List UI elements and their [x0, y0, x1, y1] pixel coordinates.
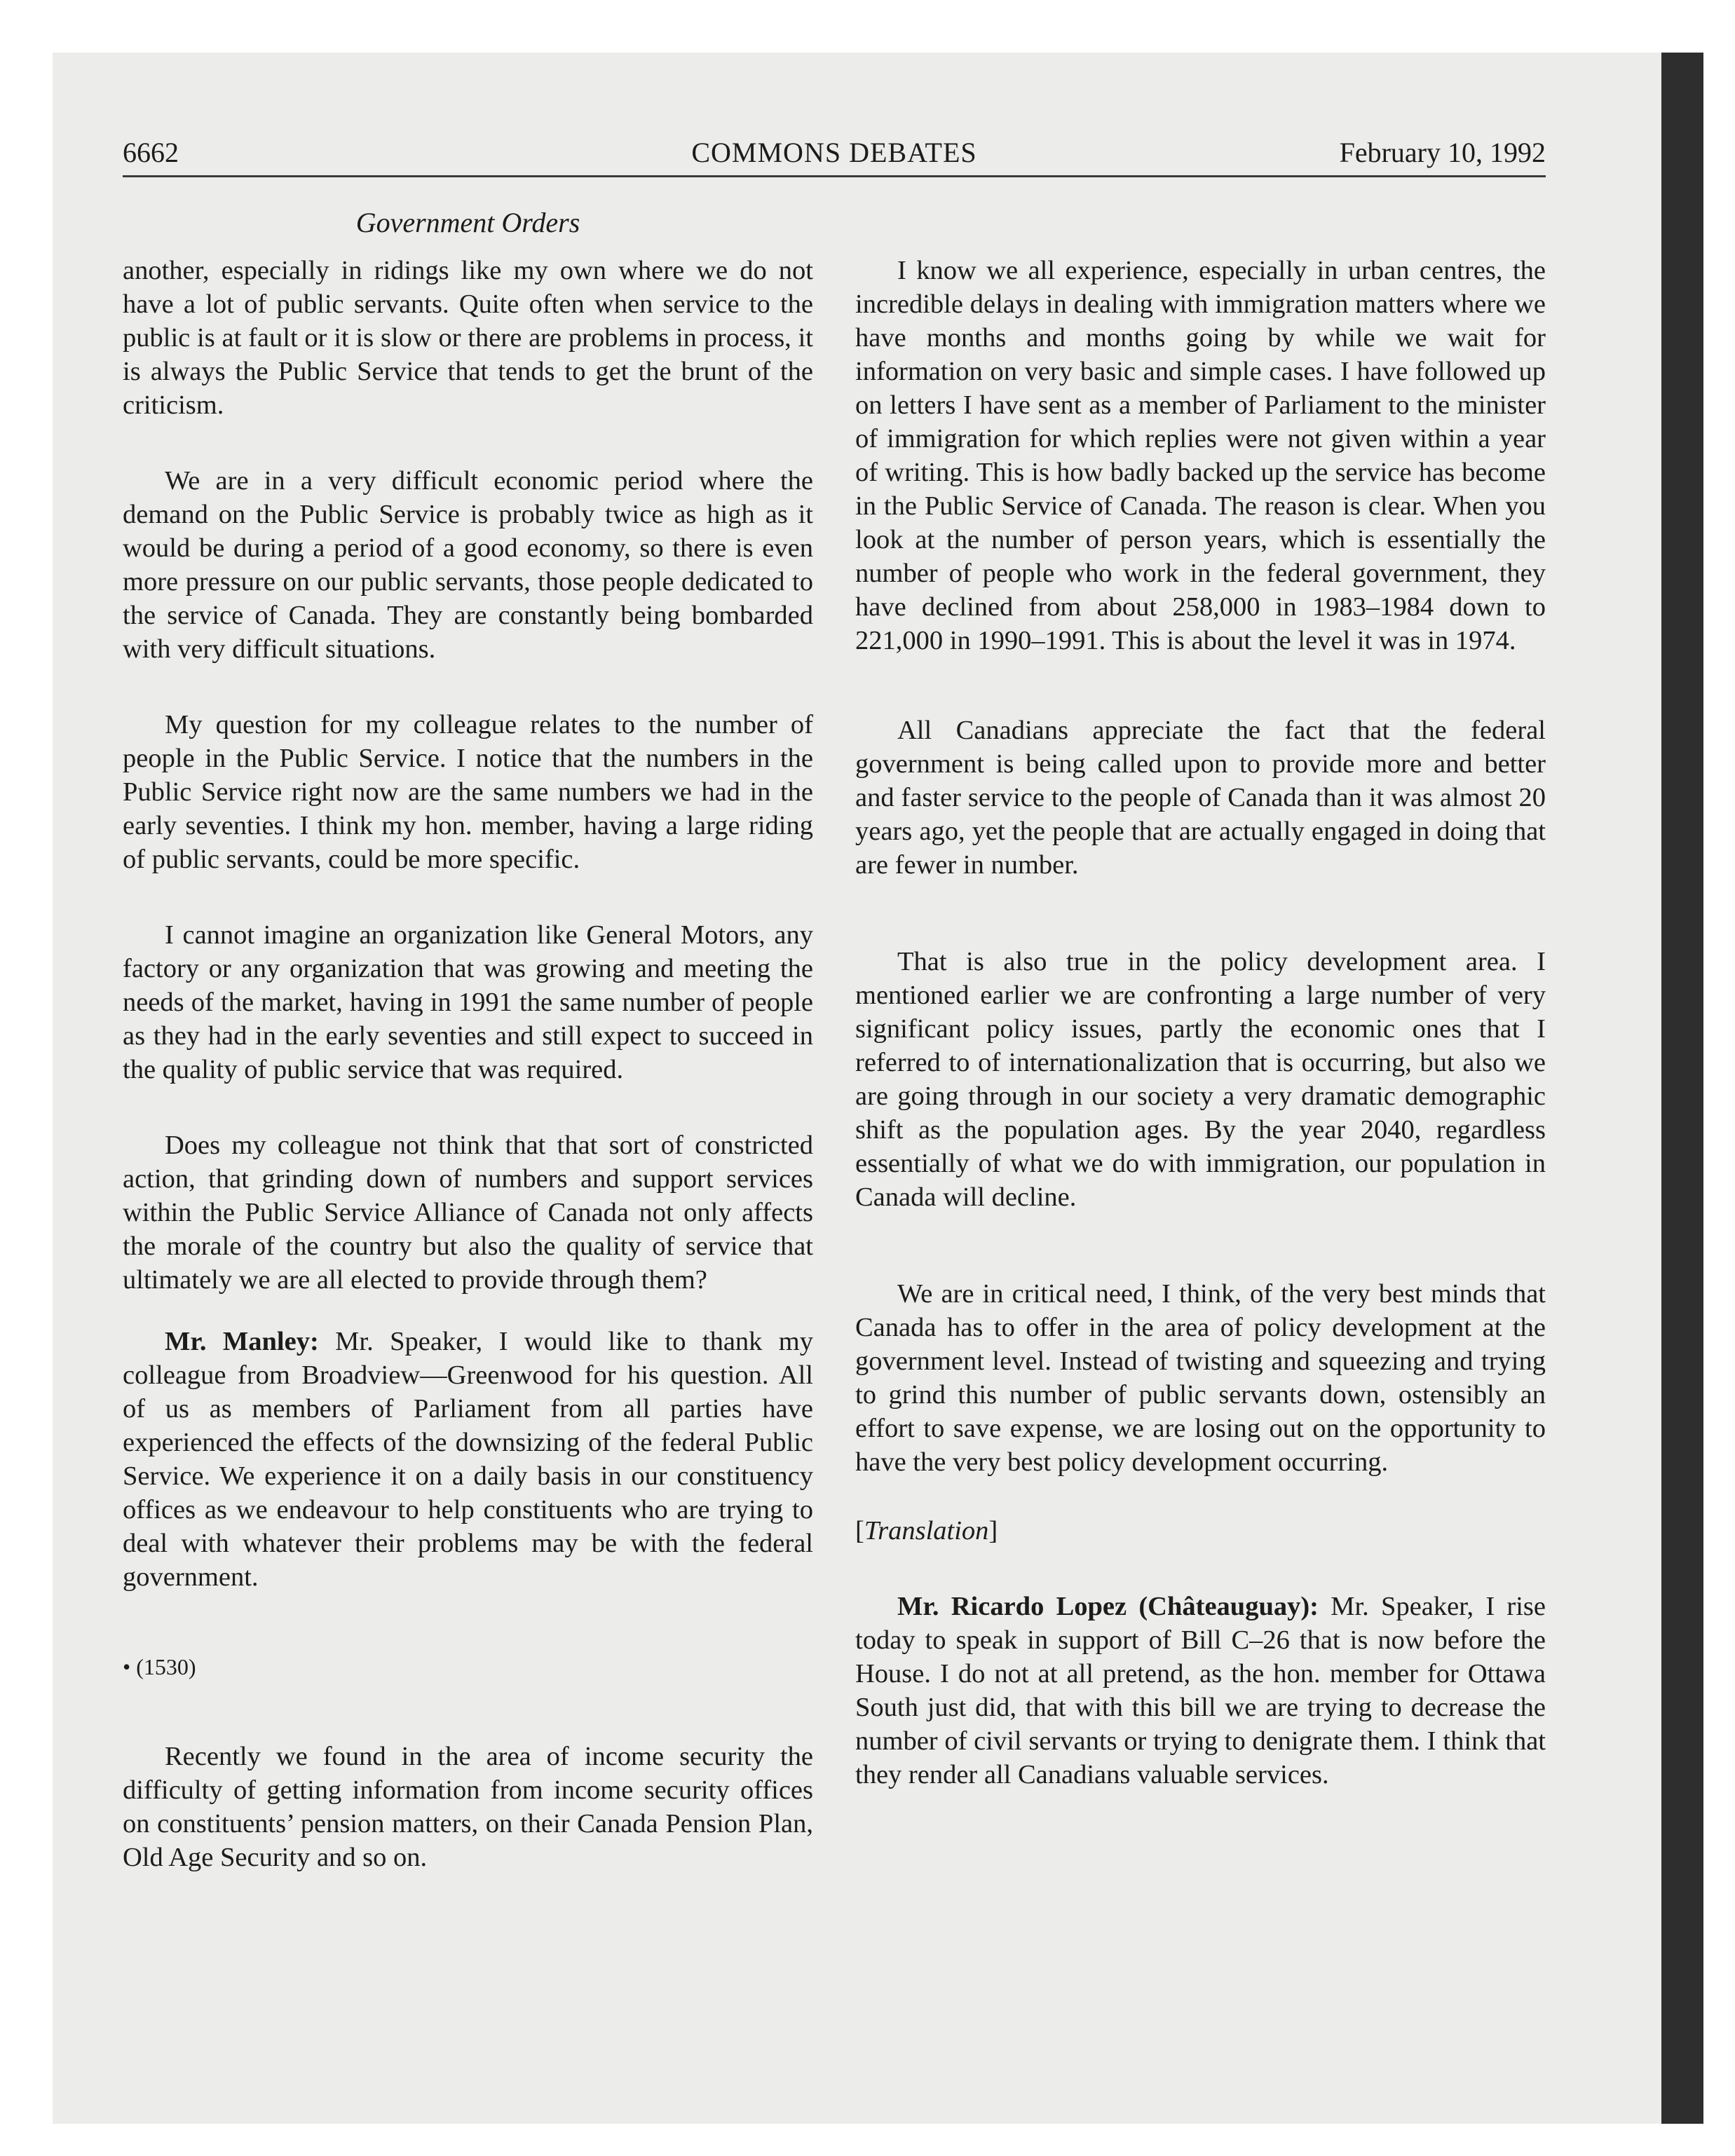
page-header: [123, 133, 1546, 172]
publication-date: February 10, 1992: [1339, 137, 1546, 168]
scan-edge-shadow: [1661, 53, 1703, 2124]
speech-text: Mr. Speaker, I rise today to speak in support of Bill C–26 that is now before the House. I do not at all pretend, as the hon. member for Ottawa South just did, that with this bill we are trying to decrease the number of civil servants or trying to denigrate them. I think that they render all Canadians valuable services.: [855, 1592, 1546, 1789]
speech-paragraph: [123, 1325, 813, 1594]
left-column: [123, 254, 813, 1916]
paragraph: I know we all experience, especially in urban centres, the incredible delays in dealing with immigration matters where we have months and months going by while we wait for information on very basic and simple cases. I have followed up on letters I have sent as a member of Parliament to the minister of immigration for which replies were not given within a year of writing. This is how badly backed up the service has become in the Public Service of Canada. The reason is clear. When you look at the number of person years, which is essentially the number of people who work in the federal government, they have declined from about 258,000 in 1983–1984 down to 221,000 in 1990–1991. This is about the level it was in 1974.: [855, 256, 1546, 655]
paragraph: We are in a very difficult economic period where the demand on the Public Service is probably twice as high as it would be during a period of a good economy, so there is even more pressure on our public servants, those people dedicated to the service of Canada. They are constantly being bombarded with very difficult situations.: [123, 466, 813, 664]
page-number: 6662: [123, 137, 179, 168]
paragraph: My question for my colleague relates to the number of people in the Public Service. I notice that the numbers in the Public Service right now are the same numbers we had in the early seventies. I think my hon. member, having a large riding of public servants, could be more specific.: [123, 710, 813, 874]
translation-label: Translation: [864, 1516, 989, 1546]
right-column: [855, 254, 1546, 1834]
translation-tag: [Translation]: [855, 1516, 998, 1546]
time-marker: • (1530): [123, 1654, 196, 1679]
speech-paragraph: [855, 1590, 1546, 1792]
speech-text: Mr. Speaker, I would like to thank my colleague from Broadview—Greenwood for his question. All of us as members of Parliament from all parties have experienced the effects of the downsizing of the federal Public Service. We experience it on a daily basis in our constituency offices as we endeavour to help constituents who are trying to deal with whatever their problems may be with the federal government.: [123, 1327, 813, 1592]
header-rule: [123, 175, 1546, 177]
paragraph: We are in critical need, I think, of the very best minds that Canada has to offer in the area of policy development at the government level. Instead of twisting and squeezing and trying to grind this number of public servants down, ostensibly an effort to save expense, we are losing out on the opportunity to have the very best policy development occurring.: [855, 1279, 1546, 1477]
paragraph: That is also true in the policy development area. I mentioned earlier we are confronting a large number of very significant policy issues, partly the economic ones that I referred to of internationalization that is occurring, but also we are going through in our society a very dramatic demographic shift as the population ages. By the year 2040, regardless essentially of what we do with immigration, our population in Canada will decline.: [855, 947, 1546, 1212]
speaker-name: Mr. Manley:: [165, 1327, 319, 1356]
speaker-name: Mr. Ricardo Lopez (Châteauguay):: [897, 1592, 1319, 1621]
paragraph: All Canadians appreciate the fact that the federal government is being called upon to provide more and better and faster service to the people of Canada than it was almost 20 years ago, yet the people that are actually engaged in doing that are fewer in number.: [855, 716, 1546, 880]
section-title: Government Orders: [355, 207, 580, 238]
paragraph: I cannot imagine an organization like General Motors, any factory or any organization that was growing and meeting the needs of the market, having in 1991 the same number of people as they had in the early seventies and still expect to succeed in the quality of public service that was required.: [123, 920, 813, 1084]
paragraph: Does my colleague not think that that sort of constricted action, that grinding down of numbers and support services within the Public Service Alliance of Canada not only affects the morale of the country but also the quality of service that ultimately we are all elected to provide through them?: [123, 1131, 813, 1295]
journal-title: COMMONS DEBATES: [691, 137, 977, 168]
paragraph: Recently we found in the area of income security the difficulty of getting information from income security offices on constituents’ pension matters, on their Canada Pension Plan, Old Age Security and so on.: [123, 1742, 813, 1872]
paragraph: another, especially in ridings like my own where we do not have a lot of public servants. Quite often when service to the public is at fault or it is slow or there are problems in process, it is always the Public Service that tends to get the brunt of the criticism.: [123, 256, 813, 420]
